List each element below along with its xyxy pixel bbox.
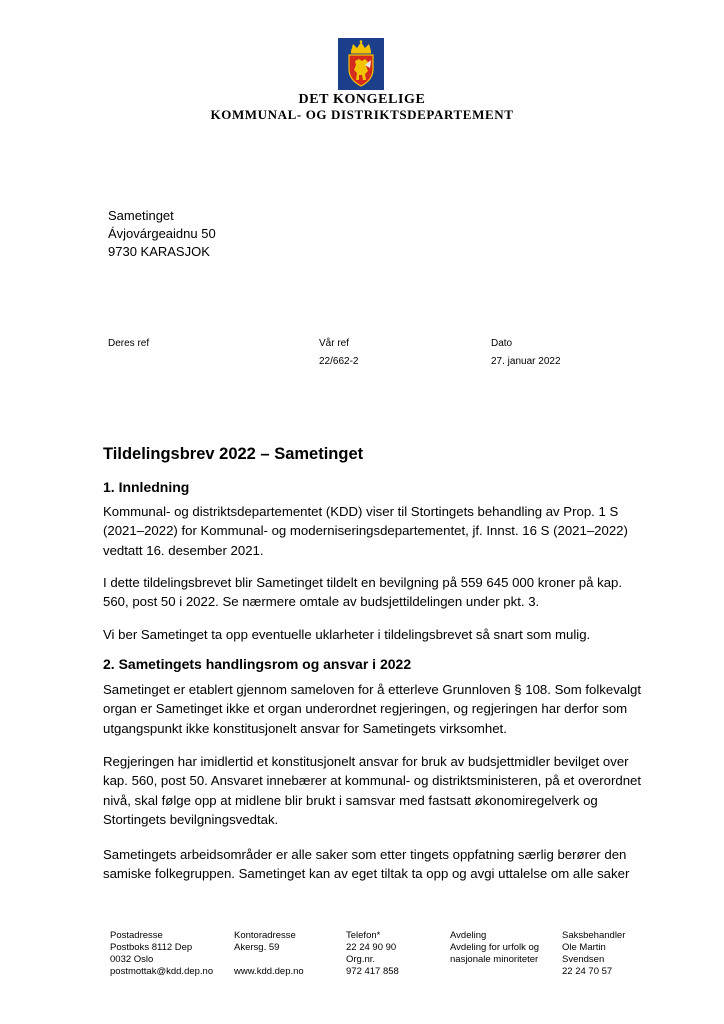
- footer-email[interactable]: postmottak@kdd.dep.no: [110, 966, 214, 977]
- recipient-street: Ávjovárgeaidnu 50: [108, 226, 216, 241]
- footer-phone: 22 24 90 90: [346, 942, 397, 953]
- text-line: Vi ber Sametinget ta opp eventuelle uklarheter i tildelingsbrevet så snart som mulig.: [103, 627, 591, 642]
- footer-label: Org.nr.: [346, 954, 376, 965]
- paragraph: [103, 752, 663, 829]
- text-line: organ er Sametinget ikke et organ underordnet regjeringen, og regjeringen har derfor som: [103, 701, 628, 717]
- footer-postadresse: [110, 930, 213, 978]
- footer-line: nasjonale minoriteter: [450, 954, 539, 965]
- footer-phone: 22 24 70 57: [562, 966, 613, 977]
- department-name-line2: KOMMUNAL- OG DISTRIKTSDEPARTEMENT: [210, 107, 514, 122]
- section-heading-2: 2. Sametingets handlingsrom og ansvar i 2022: [103, 656, 412, 672]
- paragraph: [103, 845, 663, 884]
- footer-spacer: [234, 954, 304, 966]
- footer-orgnr: 972 417 858: [346, 966, 399, 977]
- footer-label: Telefon*: [346, 930, 381, 941]
- section-heading-1: 1. Innledning: [103, 479, 190, 495]
- text-line: 560, post 50 i 2022. Se nærmere omtale av budsjettildelingen under pkt. 3.: [103, 594, 540, 610]
- footer-line: Akersg. 59: [234, 942, 280, 953]
- text-line: vedtatt 16. desember 2021.: [103, 542, 264, 558]
- text-line: samiske folkegruppen. Sametinget kan av eget tiltak ta opp og avgi uttalelse om alle saker: [103, 866, 630, 882]
- coat-of-arms-logo: [338, 38, 384, 90]
- text-line: nivå, skal følge opp at midlene blir brukt i samsvar med fastsatt økonomiregelverk og: [103, 792, 598, 808]
- department-name-line1: DET KONGELIGE: [298, 92, 426, 107]
- footer-label: Saksbehandler: [562, 930, 626, 941]
- paragraph: [103, 680, 663, 738]
- text-line: Sametinget er etablert gjennom sameloven for å etterleve Grunnloven § 108. Som folkevalgt: [103, 682, 642, 697]
- footer-line: 0032 Oslo: [110, 954, 154, 965]
- document-title: Tildelingsbrev 2022 – Sametinget: [103, 445, 364, 463]
- footer-line: Svendsen: [562, 954, 605, 965]
- footer-saksbehandler: [562, 930, 625, 978]
- footer-website[interactable]: www.kdd.dep.no: [234, 966, 304, 977]
- footer-telefon: [346, 930, 399, 978]
- recipient-address: [108, 207, 216, 261]
- footer-avdeling: [450, 930, 539, 966]
- var-ref-value: 22/662-2: [319, 356, 359, 367]
- var-ref-label: Vår ref: [319, 338, 350, 349]
- footer-kontoradresse: [234, 930, 304, 978]
- paragraph: [103, 625, 663, 644]
- recipient-postal: 9730 KARASJOK: [108, 244, 210, 259]
- recipient-name: Sametinget: [108, 208, 174, 223]
- date-label: Dato: [491, 338, 513, 349]
- paragraph: [103, 502, 663, 560]
- text-line: (2021–2022) for Kommunal- og moderniseringsdepartementet, jf. Innst. 16 S (2021–2022): [103, 523, 628, 539]
- text-line: utgangspunkt ikke konstitusjonelt ansvar for Sametingets virksomhet.: [103, 720, 507, 736]
- footer-line: Avdeling for urfolk og: [450, 942, 540, 953]
- text-line: Regjeringen har imidlertid et konstitusjonelt ansvar for bruk av budsjettmidler bevilget over: [103, 754, 629, 769]
- footer-label: Postadresse: [110, 930, 163, 941]
- text-line: I dette tildelingsbrevet blir Sametinget tildelt en bevilgning på 559 645 000 kroner på kap.: [103, 575, 623, 590]
- text-line: Kommunal- og distriktsdepartementet (KDD) viser til Stortingets behandling av Prop. 1 S: [103, 504, 619, 519]
- deres-ref-label: Deres ref: [108, 338, 150, 349]
- text-line: Stortingets bevilgningsvedtak.: [103, 811, 279, 827]
- footer-line: Ole Martin: [562, 942, 606, 953]
- date-value: 27. januar 2022: [491, 356, 561, 367]
- footer-label: Avdeling: [450, 930, 487, 941]
- footer-label: Kontoradresse: [234, 930, 296, 941]
- footer-line: Postboks 8112 Dep: [110, 942, 193, 953]
- paragraph: [103, 573, 663, 612]
- text-line: kap. 560, post 50. Ansvaret innebærer at kommunal- og distriktsministeren, på et overordnet: [103, 773, 642, 789]
- text-line: Sametingets arbeidsområder er alle saker som etter tingets oppfatning særlig berører den: [103, 847, 627, 862]
